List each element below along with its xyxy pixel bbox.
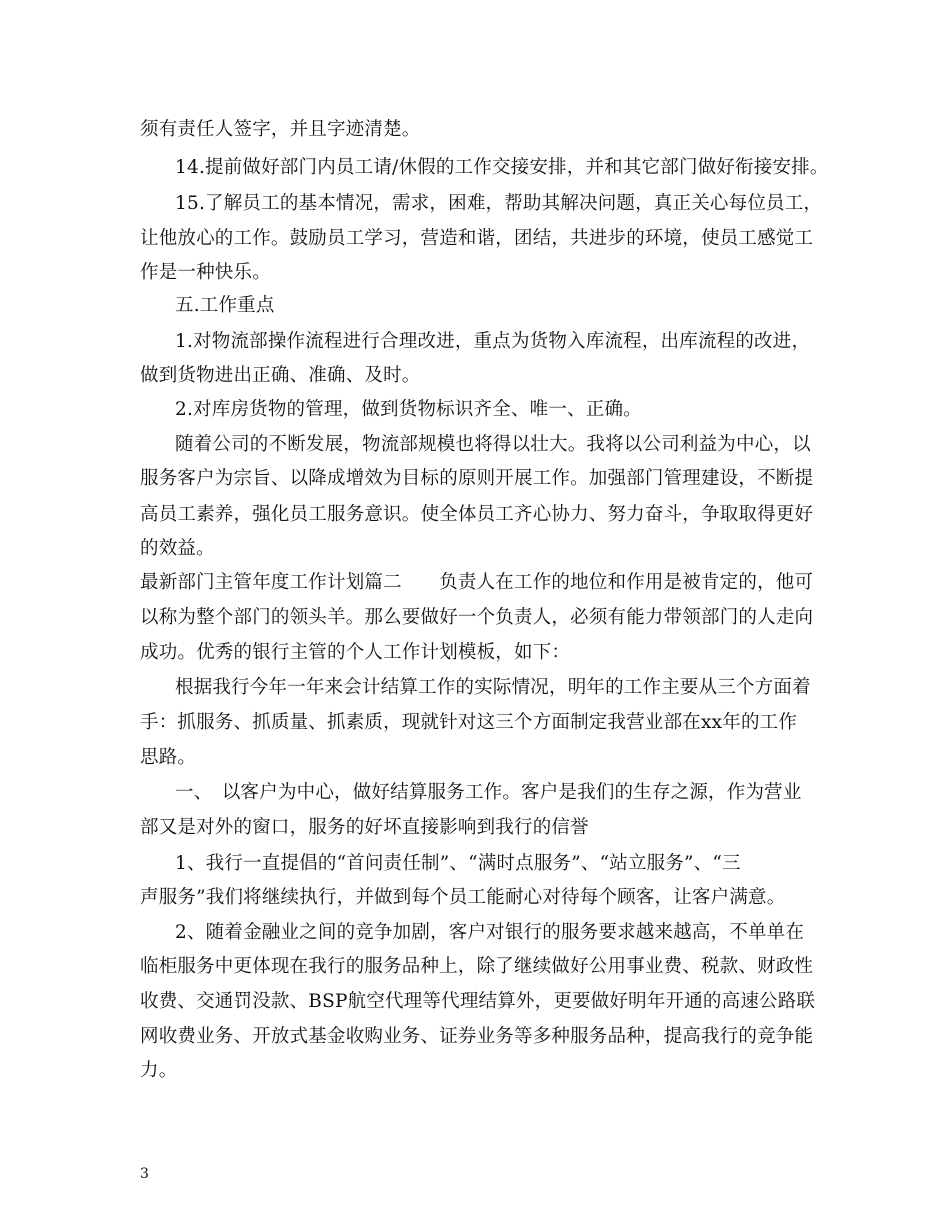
text-line: 2、随着金融业之间的竞争加剧，客户对银行的服务要求越来越高，不单单在	[175, 922, 805, 943]
text-line: 成功。优秀的银行主管的个人工作计划模板，如下：	[140, 642, 571, 663]
text-line: 一、 以客户为中心，做好结算服务工作。客户是我们的生存之源，作为营业	[175, 782, 802, 803]
text-line: 的效益。	[140, 538, 215, 559]
text-line: 须有责任人签字，并且字迹清楚。	[140, 119, 421, 140]
text-line: 以称为整个部门的领头羊。那么要做好一个负责人，必须有能力带领部门的人走向	[140, 607, 814, 628]
text-line: 临柜服务中更体现在我行的服务品种上，除了继续做好公用事业费、税款、财政性	[140, 956, 814, 977]
text-line: 网收费业务、开放式基金收购业务、证券业务等多种服务品种，提高我行的竞争能	[140, 1026, 814, 1047]
text-line: 2.对库房货物的管理，做到货物标识齐全、唯一、正确。	[175, 399, 642, 420]
text-line: 14.提前做好部门内员工请/休假的工作交接安排，并和其它部门做好衔接安排。	[175, 157, 829, 178]
text-line: 手：抓服务、抓质量、抓素质，现就针对这三个方面制定我营业部在xx年的工作	[140, 712, 798, 733]
text-line: 力。	[140, 1060, 178, 1081]
text-line: 随着公司的不断发展，物流部规模也将得以壮大。我将以公司利益为中心，以	[175, 434, 811, 455]
text-line: 最新部门主管年度工作计划篇二 负责人在工作的地位和作用是被肯定的，他可	[140, 572, 814, 593]
text-line: 1、我行一直提倡的“首问责任制”、“满时点服务”、“站立服务”、“三	[175, 853, 741, 874]
text-line: 思路。	[140, 747, 197, 768]
text-line: 声服务”我们将继续执行，并做到每个员工能耐心对待每个顾客，让客户满意。	[140, 887, 786, 908]
text-line: 让他放心的工作。鼓励员工学习，营造和谐，团结，共进步的环境，使员工感觉工	[140, 228, 814, 249]
text-line: 做到货物进出正确、准确、及时。	[140, 365, 421, 386]
section-heading: 五.工作重点	[175, 295, 275, 316]
text-line: 作是一种快乐。	[140, 262, 271, 283]
text-line: 服务客户为宗旨、以降成增效为目标的原则开展工作。加强部门管理建设，不断提	[140, 468, 814, 489]
text-line: 1.对物流部操作流程进行合理改进，重点为货物入库流程，出库流程的改进，	[175, 331, 811, 352]
text-line: 高员工素养，强化员工服务意识。使全体员工齐心协力、努力奋斗，争取取得更好	[140, 504, 814, 525]
text-line: 收费、交通罚没款、BSP航空代理等代理结算外，更要做好明年开通的高速公路联	[140, 991, 816, 1012]
text-line: 部又是对外的窗口，服务的好坏直接影响到我行的信誉	[140, 817, 589, 838]
page-number: 3	[140, 1166, 149, 1182]
text-line: 15.了解员工的基本情况，需求，困难，帮助其解决问题，真正关心每位员工，	[175, 193, 823, 214]
text-line: 根据我行今年一年来会计结算工作的实际情况，明年的工作主要从三个方面着	[175, 677, 811, 698]
